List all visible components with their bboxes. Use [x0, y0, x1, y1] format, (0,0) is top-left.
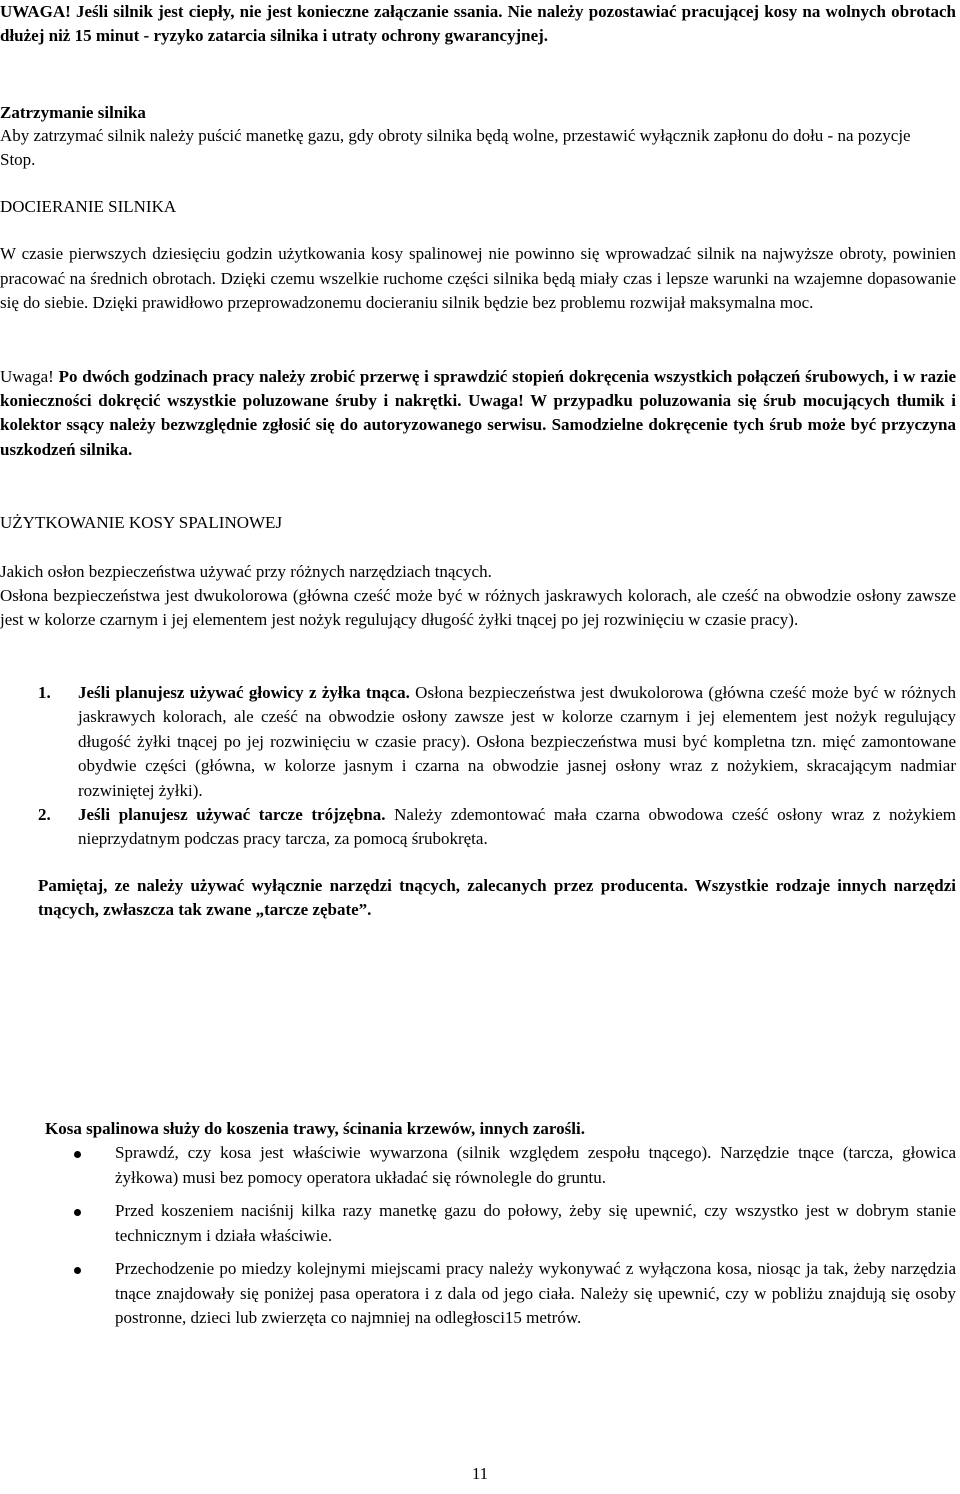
usage-question: Jakich osłon bezpieczeństwa używać przy różnych narzędziach tnących. [0, 562, 492, 581]
list-item-title: Jeśli planujesz używać tarcze trójzębna. [78, 805, 386, 825]
remember-note: Pamiętaj, ze należy używać wyłącznie narzędzi tnących, zalecanych przez producenta. Wszystkie rodzaje innych narzędzi tnących, zwłaszcza tak zwane „tarcze zębate”. [38, 876, 956, 920]
bullet-icon [74, 1151, 81, 1158]
bullet-icon [74, 1209, 81, 1216]
break-in-text: W czasie pierwszych dziesięciu godzin użytkowania kosy spalinowej nie powinno się wprowadzać silnik na najwyższe obroty, powinien pracować na średnich obrotach. Dzięki czemu wszelkie ruchome części silnika będą miały czas i lepsze warunki na wzajemne dopasowanie się do siebie. Dzięki prawidłowo przeprowadzonemu docieraniu silnik będzie bez problemu rozwijał maksymalna moc. [0, 244, 956, 313]
list-item-number: 1. [38, 683, 51, 702]
intro-warning: UWAGA! Jeśli silnik jest ciepły, nie jest konieczne załączanie ssania. Nie należy pozostawiać pracującej kosy na wolnych obrotach dłużej niż 15 minut - ryzyko zatarcia silnika i utraty ochrony gwarancyjnej. [0, 2, 956, 45]
numbered-list [0, 681, 956, 852]
scythe-heading: Kosa spalinowa służy do koszenia trawy, ścinania krzewów, innych zarośli. [45, 1119, 585, 1138]
stop-engine-text: Aby zatrzymać silnik należy puścić manetkę gazu, gdy obroty silnika będą wolne, przestawić wyłącznik zapłonu do dołu - na pozycje Stop. [0, 126, 911, 169]
warning-label: Uwaga! [0, 367, 54, 386]
break-in-heading: DOCIERANIE SILNIKA [0, 197, 177, 216]
warning-text: Po dwóch godzinach pracy należy zrobić przerwę i sprawdzić stopień dokręcenia wszystkich połączeń śrubowych, i w razie konieczności dokręcić wszystkie poluzowane śruby i nakrętki. Uwaga! W przypadku poluzowania się śrub mocujących tłumik i kolektor ssący należy bezwzględnie zgłosić się do autoryzowanego serwisu. Samodzielne dokręcenie tych śrub może być przyczyna uszkodzeń silnika. [0, 367, 956, 459]
bullet-text: Przechodzenie po miedzy kolejnymi miejscami pracy należy wykonywać z wyłączona kosa, niosąc ja tak, żeby narzędzia tnące znajdowały się poniżej pasa operatora i z dala od jego ciała. Należy się upewnić, czy w pobliżu znajdują się osoby postronne, dzieci lub zwierzęta co najmniej na odległosci15 metrów. [115, 1259, 956, 1327]
list-item-title: Jeśli planujesz używać głowicy z żyłka tnąca. [78, 683, 410, 702]
usage-heading: UŻYTKOWANIE KOSY SPALINOWEJ [0, 513, 283, 532]
list-item [0, 681, 956, 803]
bullet-item [0, 1199, 956, 1248]
bullet-list [0, 1141, 956, 1340]
bullet-item [0, 1257, 956, 1331]
page-number: 11 [471, 1464, 489, 1483]
warning-paragraph [0, 365, 956, 462]
bullet-text: Sprawdź, czy kosa jest właściwie wywarzona (silnik względem zespołu tnącego). Narzędzie tnące (tarcza, głowica żyłkowa) musi bez pomocy operatora układać się równolegle do gruntu. [115, 1143, 956, 1187]
list-item-number: 2. [38, 805, 51, 825]
list-item [0, 803, 956, 852]
list-item-text: Należy zdemontować mała czarna obwodowa cześć osłony wraz z nożykiem nieprzydatnym podczas pracy tarcza, za pomocą śrubokręta. [78, 805, 956, 849]
bullet-item [0, 1141, 956, 1190]
stop-engine-heading: Zatrzymanie silnika [0, 103, 146, 122]
bullet-icon [74, 1267, 81, 1274]
usage-text: Osłona bezpieczeństwa jest dwukolorowa (główna cześć może być w różnych jaskrawych kolorach, ale cześć na obwodzie osłony zawsze jest w kolorze czarnym i jej elementem jest nożyk regulujący długość żyłki tnącej po jej rozwinięciu w czasie pracy). [0, 586, 956, 630]
bullet-text: Przed koszeniem naciśnij kilka razy manetkę gazu do połowy, żeby się upewnić, czy wszystko jest w dobrym stanie technicznym i działa właściwie. [115, 1201, 956, 1245]
list-item-text: Osłona bezpieczeństwa jest dwukolorowa (główna cześć może być w różnych jaskrawych kolorach, ale cześć na obwodzie osłony zawsze jest w kolorze czarnym i jej elementem jest nożyk regulujący długość żyłki tnącej po jej rozwinięciu w czasie pracy). Osłona bezpieczeństwa musi być kompletna tzn. mięć zamontowane obydwie części (główna, w kolorze jasnym i czarna na obwodzie jasnej osłony wraz z nożykiem, skracającym nadmiar rozwiniętej żyłki). [78, 683, 956, 800]
